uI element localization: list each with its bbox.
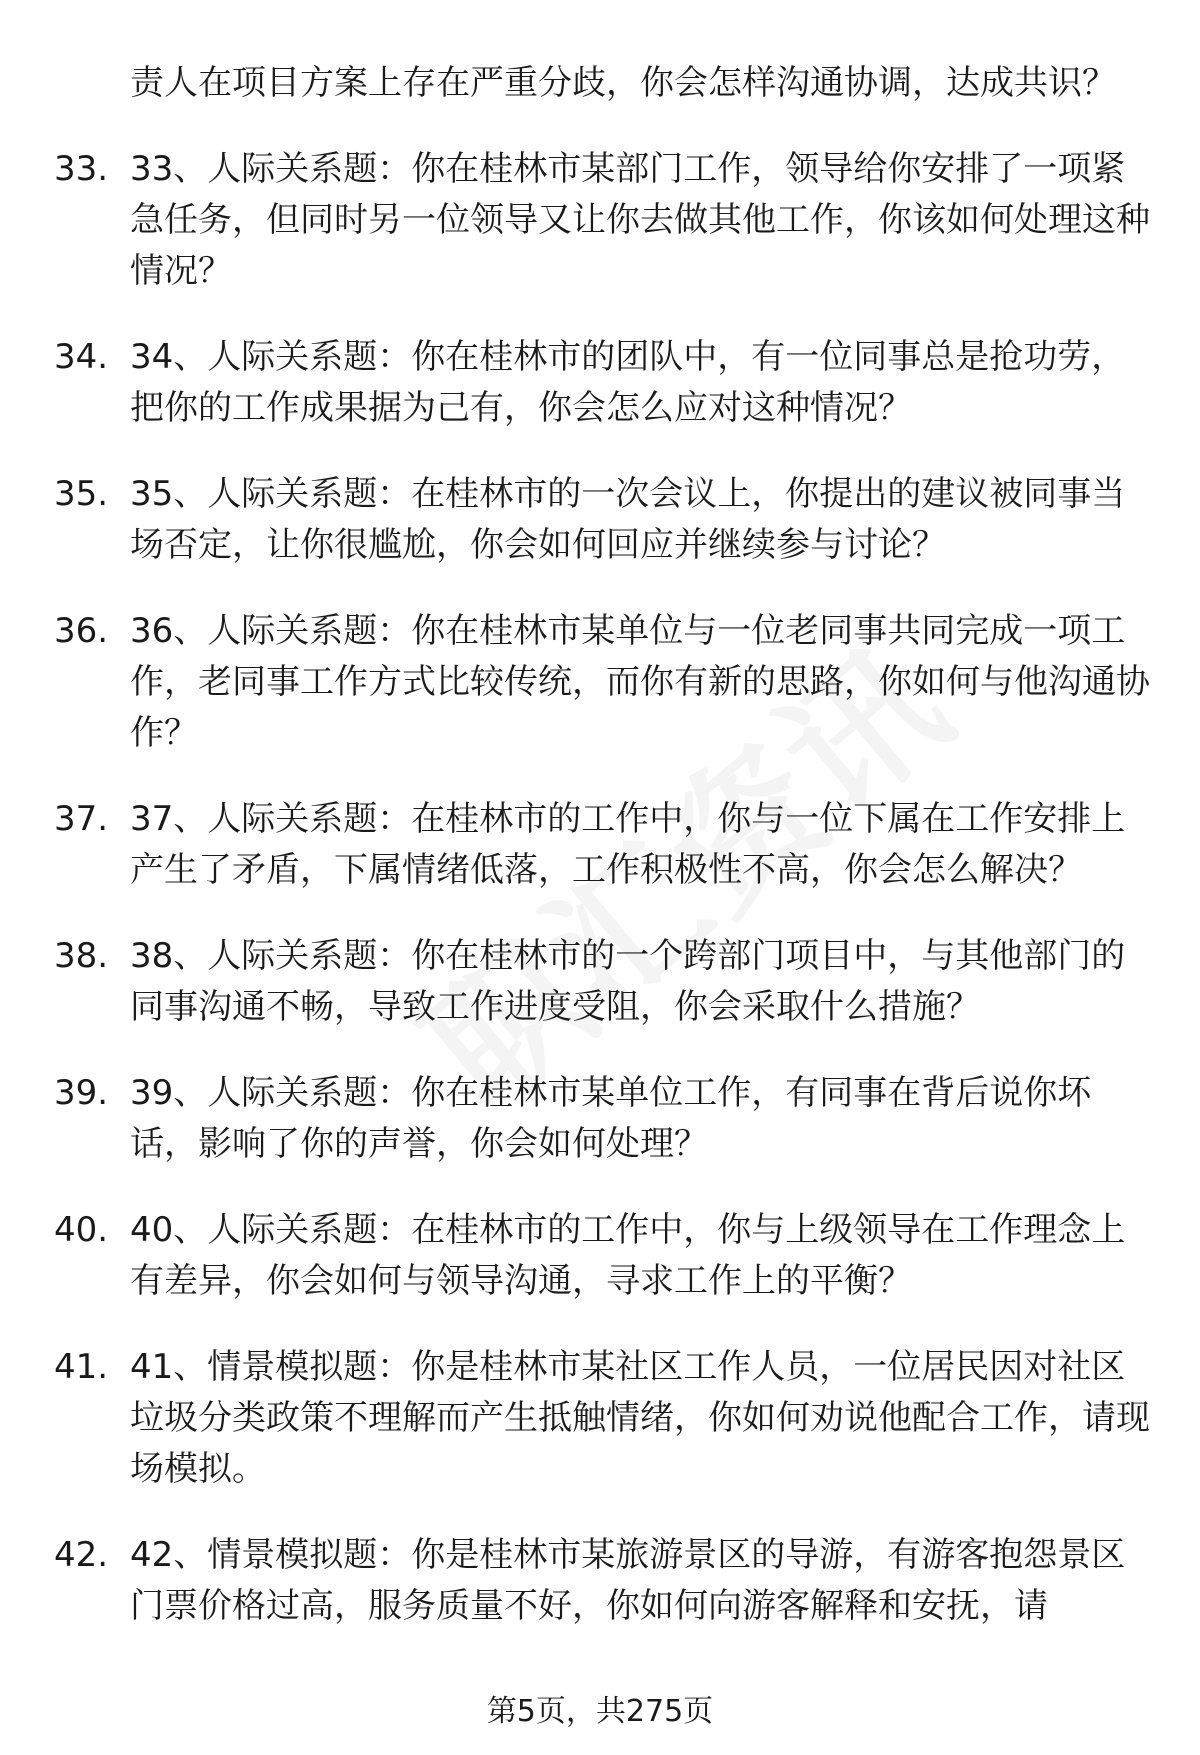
list-item <box>0 1530 1200 1632</box>
item-text: 37、人际关系题：在桂林市的工作中，你与一位下属在工作安排上产生了矛盾，下属情绪低落，工作积极性不高，你会怎么解决？ <box>130 799 1126 890</box>
item-number: 33. <box>54 149 109 189</box>
item-text: 42、情景模拟题：你是桂林市某旅游景区的导游，有游客抱怨景区门票价格过高，服务质量不好，你如何向游客解释和安抚，请 <box>130 1535 1126 1626</box>
item-text: 责人在项目方案上存在严重分歧，你会怎样沟通协调，达成共识？ <box>130 63 1116 103</box>
page-footer: 第5页，共275页 <box>486 1694 714 1729</box>
question-list <box>0 58 1200 1667</box>
item-text: 34、人际关系题：你在桂林市的团队中，有一位同事总是抢功劳，把你的工作成果据为己有，你会怎么应对这种情况？ <box>130 337 1126 428</box>
list-item <box>0 606 1200 759</box>
item-number: 40. <box>54 1210 109 1250</box>
list-item <box>0 144 1200 297</box>
item-text: 41、情景模拟题：你是桂林市某社区工作人员，一位居民因对社区垃圾分类政策不理解而产生抵触情绪，你如何劝说他配合工作，请现场模拟。 <box>130 1347 1150 1489</box>
item-number: 41. <box>54 1347 109 1387</box>
item-text: 35、人际关系题：在桂林市的一次会议上，你提出的建议被同事当场否定，让你很尴尬，你会如何回应并继续参与讨论？ <box>130 474 1126 565</box>
item-number: 36. <box>54 611 109 651</box>
list-item <box>0 469 1200 571</box>
item-number: 42. <box>54 1535 109 1575</box>
item-text: 36、人际关系题：你在桂林市某单位与一位老同事共同完成一项工作，老同事工作方式比较传统，而你有新的思路，你如何与他沟通协作？ <box>130 611 1150 753</box>
list-item <box>0 931 1200 1033</box>
item-text: 33、人际关系题：你在桂林市某部门工作，领导给你安排了一项紧急任务，但同时另一位领导又让你去做其他工作，你该如何处理这种情况？ <box>130 149 1150 291</box>
item-text: 40、人际关系题：在桂林市的工作中，你与上级领导在工作理念上有差异，你会如何与领导沟通，寻求工作上的平衡？ <box>130 1210 1126 1301</box>
item-text: 38、人际关系题：你在桂林市的一个跨部门项目中，与其他部门的同事沟通不畅，导致工作进度受阻，你会采取什么措施？ <box>130 936 1126 1027</box>
item-number: 35. <box>54 474 109 514</box>
list-item <box>0 794 1200 896</box>
item-number: 34. <box>54 337 109 377</box>
list-item <box>0 1342 1200 1495</box>
item-text: 39、人际关系题：你在桂林市某单位工作，有同事在背后说你坏话，影响了你的声誉，你会如何处理？ <box>130 1073 1092 1164</box>
item-number: 38. <box>54 936 109 976</box>
list-item <box>0 332 1200 434</box>
list-item <box>0 1068 1200 1170</box>
list-item-continuation <box>0 58 1200 109</box>
item-number: 37. <box>54 799 109 839</box>
item-number: 39. <box>54 1073 109 1113</box>
list-item <box>0 1205 1200 1307</box>
